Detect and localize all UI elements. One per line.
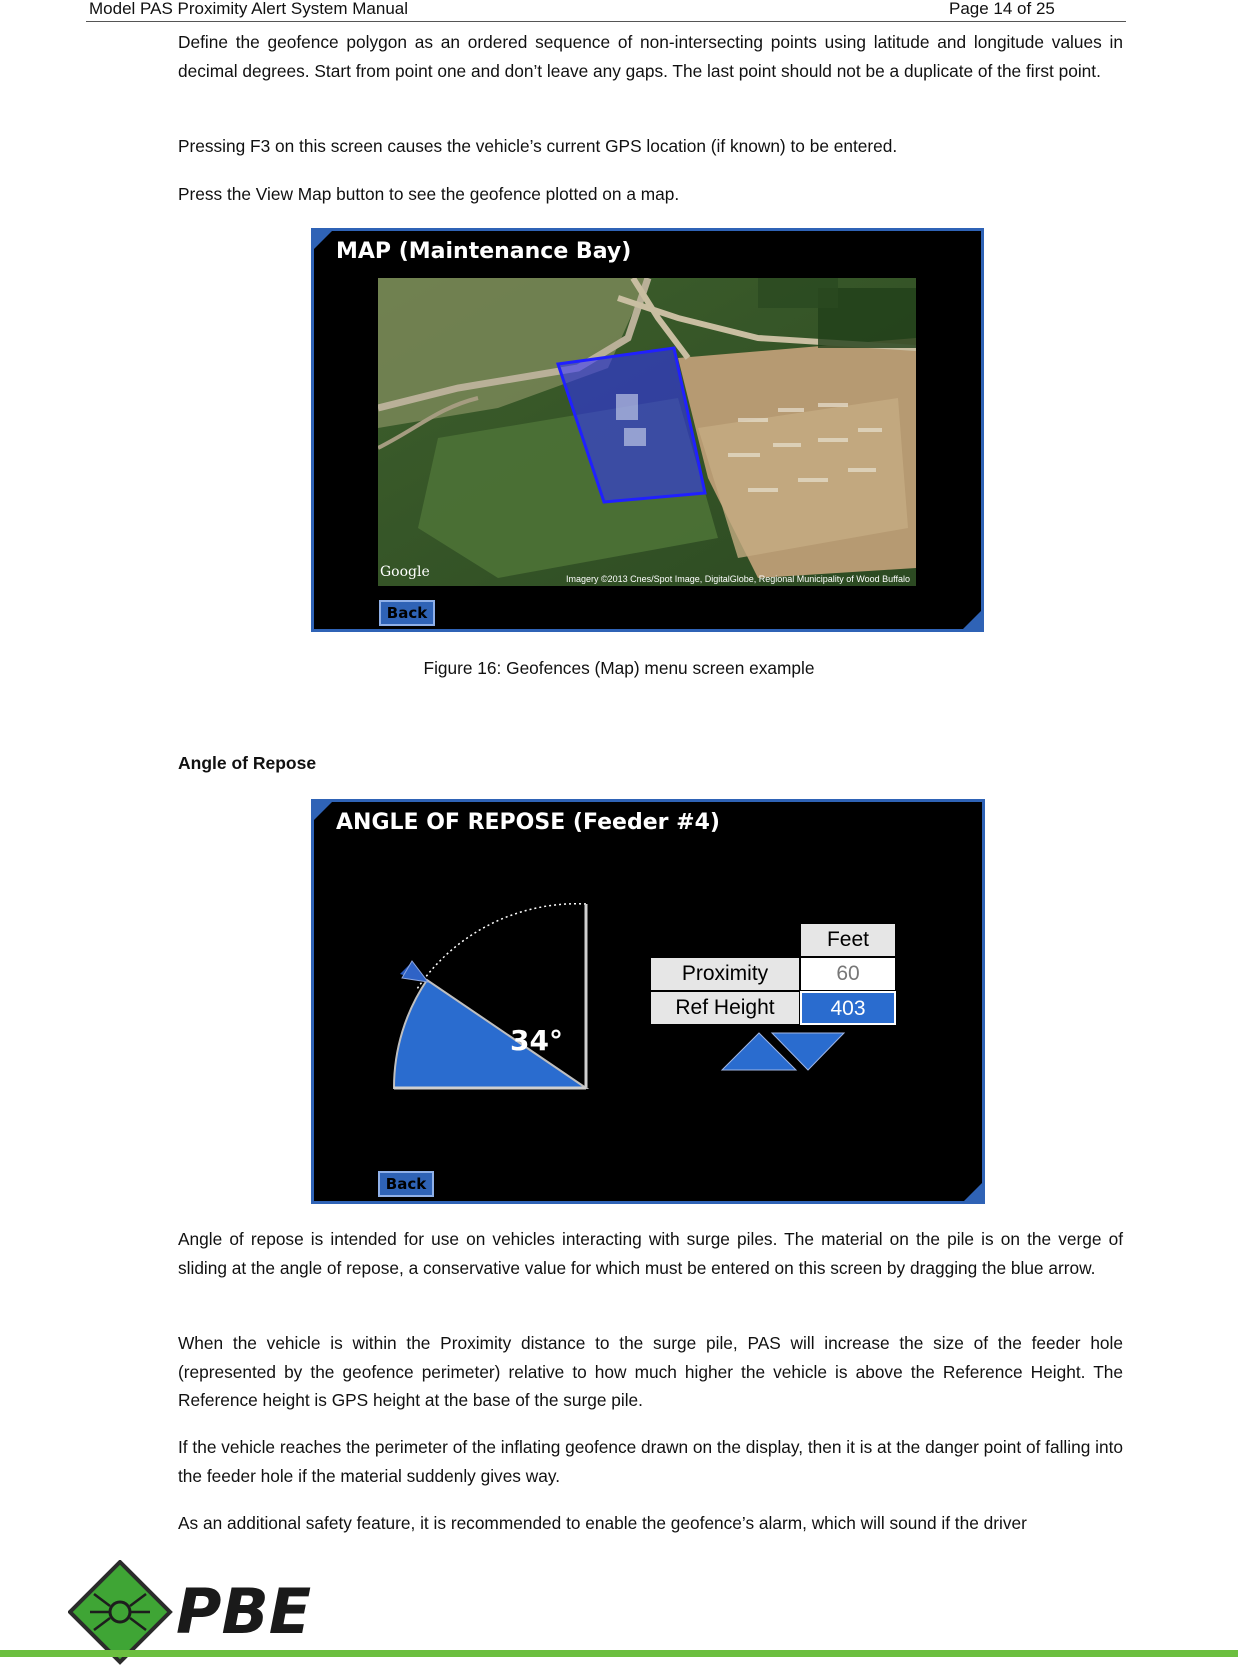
document-title: Model PAS Proximity Alert System Manual bbox=[89, 0, 409, 18]
body-paragraph-4: As an additional safety feature, it is recommended to enable the geofence’s alarm, which will sound if the driver bbox=[178, 1513, 1027, 1533]
intro-paragraph-1: Define the geofence polygon as an ordered sequence of non-intersecting points using latitude and longitude values in decimal degrees. Start from point one and don’t leave any gaps. The last point should not be a duplicate of the first point. bbox=[178, 32, 1123, 81]
intro-paragraph-3: Press the View Map button to see the geofence plotted on a map. bbox=[178, 184, 680, 204]
satellite-map[interactable] bbox=[378, 278, 916, 586]
section-heading: Angle of Repose bbox=[178, 753, 317, 773]
body-paragraph-2: When the vehicle is within the Proximity distance to the surge pile, PAS will increase the size of the feeder hole (represented by the geofence perimeter) relative to how much higher the vehicle is above the Reference Height. The Reference height is GPS height at the base of the surge pile. bbox=[178, 1333, 1123, 1410]
ref-height-label: Ref Height bbox=[650, 991, 800, 1025]
proximity-label: Proximity bbox=[650, 957, 800, 991]
screen-corner bbox=[963, 611, 981, 629]
map-attribution: Imagery ©2013 Cnes/Spot Image, DigitalGlobe, Regional Municipality of Wood Buffalo bbox=[566, 574, 910, 584]
figure-caption: Figure 16: Geofences (Map) menu screen example bbox=[423, 658, 815, 678]
footer-rule bbox=[0, 1650, 1238, 1657]
body-paragraph-1: Angle of repose is intended for use on vehicles interacting with surge piles. The material on the pile is on the verge of sliding at the angle of repose, a conservative value for which must be entered on this screen by dragging the blue arrow. bbox=[178, 1229, 1123, 1278]
back-button[interactable]: Back bbox=[379, 600, 435, 626]
aor-screen-title: ANGLE OF REPOSE (Feeder #4) bbox=[336, 810, 720, 835]
logo-diamond bbox=[70, 1562, 170, 1662]
angle-of-repose-screen bbox=[311, 799, 985, 1204]
map-screen-title: MAP (Maintenance Bay) bbox=[336, 239, 632, 264]
ref-height-value[interactable]: 403 bbox=[800, 991, 896, 1025]
intro-paragraph-2: Pressing F3 on this screen causes the vehicle’s current GPS location (if known) to be entered. bbox=[178, 136, 898, 156]
screen-corner bbox=[314, 231, 332, 249]
proximity-value[interactable]: 60 bbox=[800, 957, 896, 991]
body-paragraph-3: If the vehicle reaches the perimeter of the inflating geofence drawn on the display, then it is at the danger point of falling into the feeder hole if the material suddenly gives way. bbox=[178, 1437, 1123, 1486]
page-header bbox=[86, 0, 1126, 22]
column-header-feet: Feet bbox=[800, 923, 896, 957]
logo-wordmark: PBE bbox=[176, 1575, 312, 1648]
angle-arc-guide bbox=[417, 904, 586, 989]
map-imagery bbox=[378, 278, 916, 586]
back-button[interactable]: Back bbox=[378, 1171, 434, 1197]
page-number: Page 14 of 25 bbox=[949, 0, 1055, 18]
map-provider-logo: Google bbox=[380, 564, 430, 580]
angle-value-label: 34° bbox=[510, 1024, 563, 1057]
